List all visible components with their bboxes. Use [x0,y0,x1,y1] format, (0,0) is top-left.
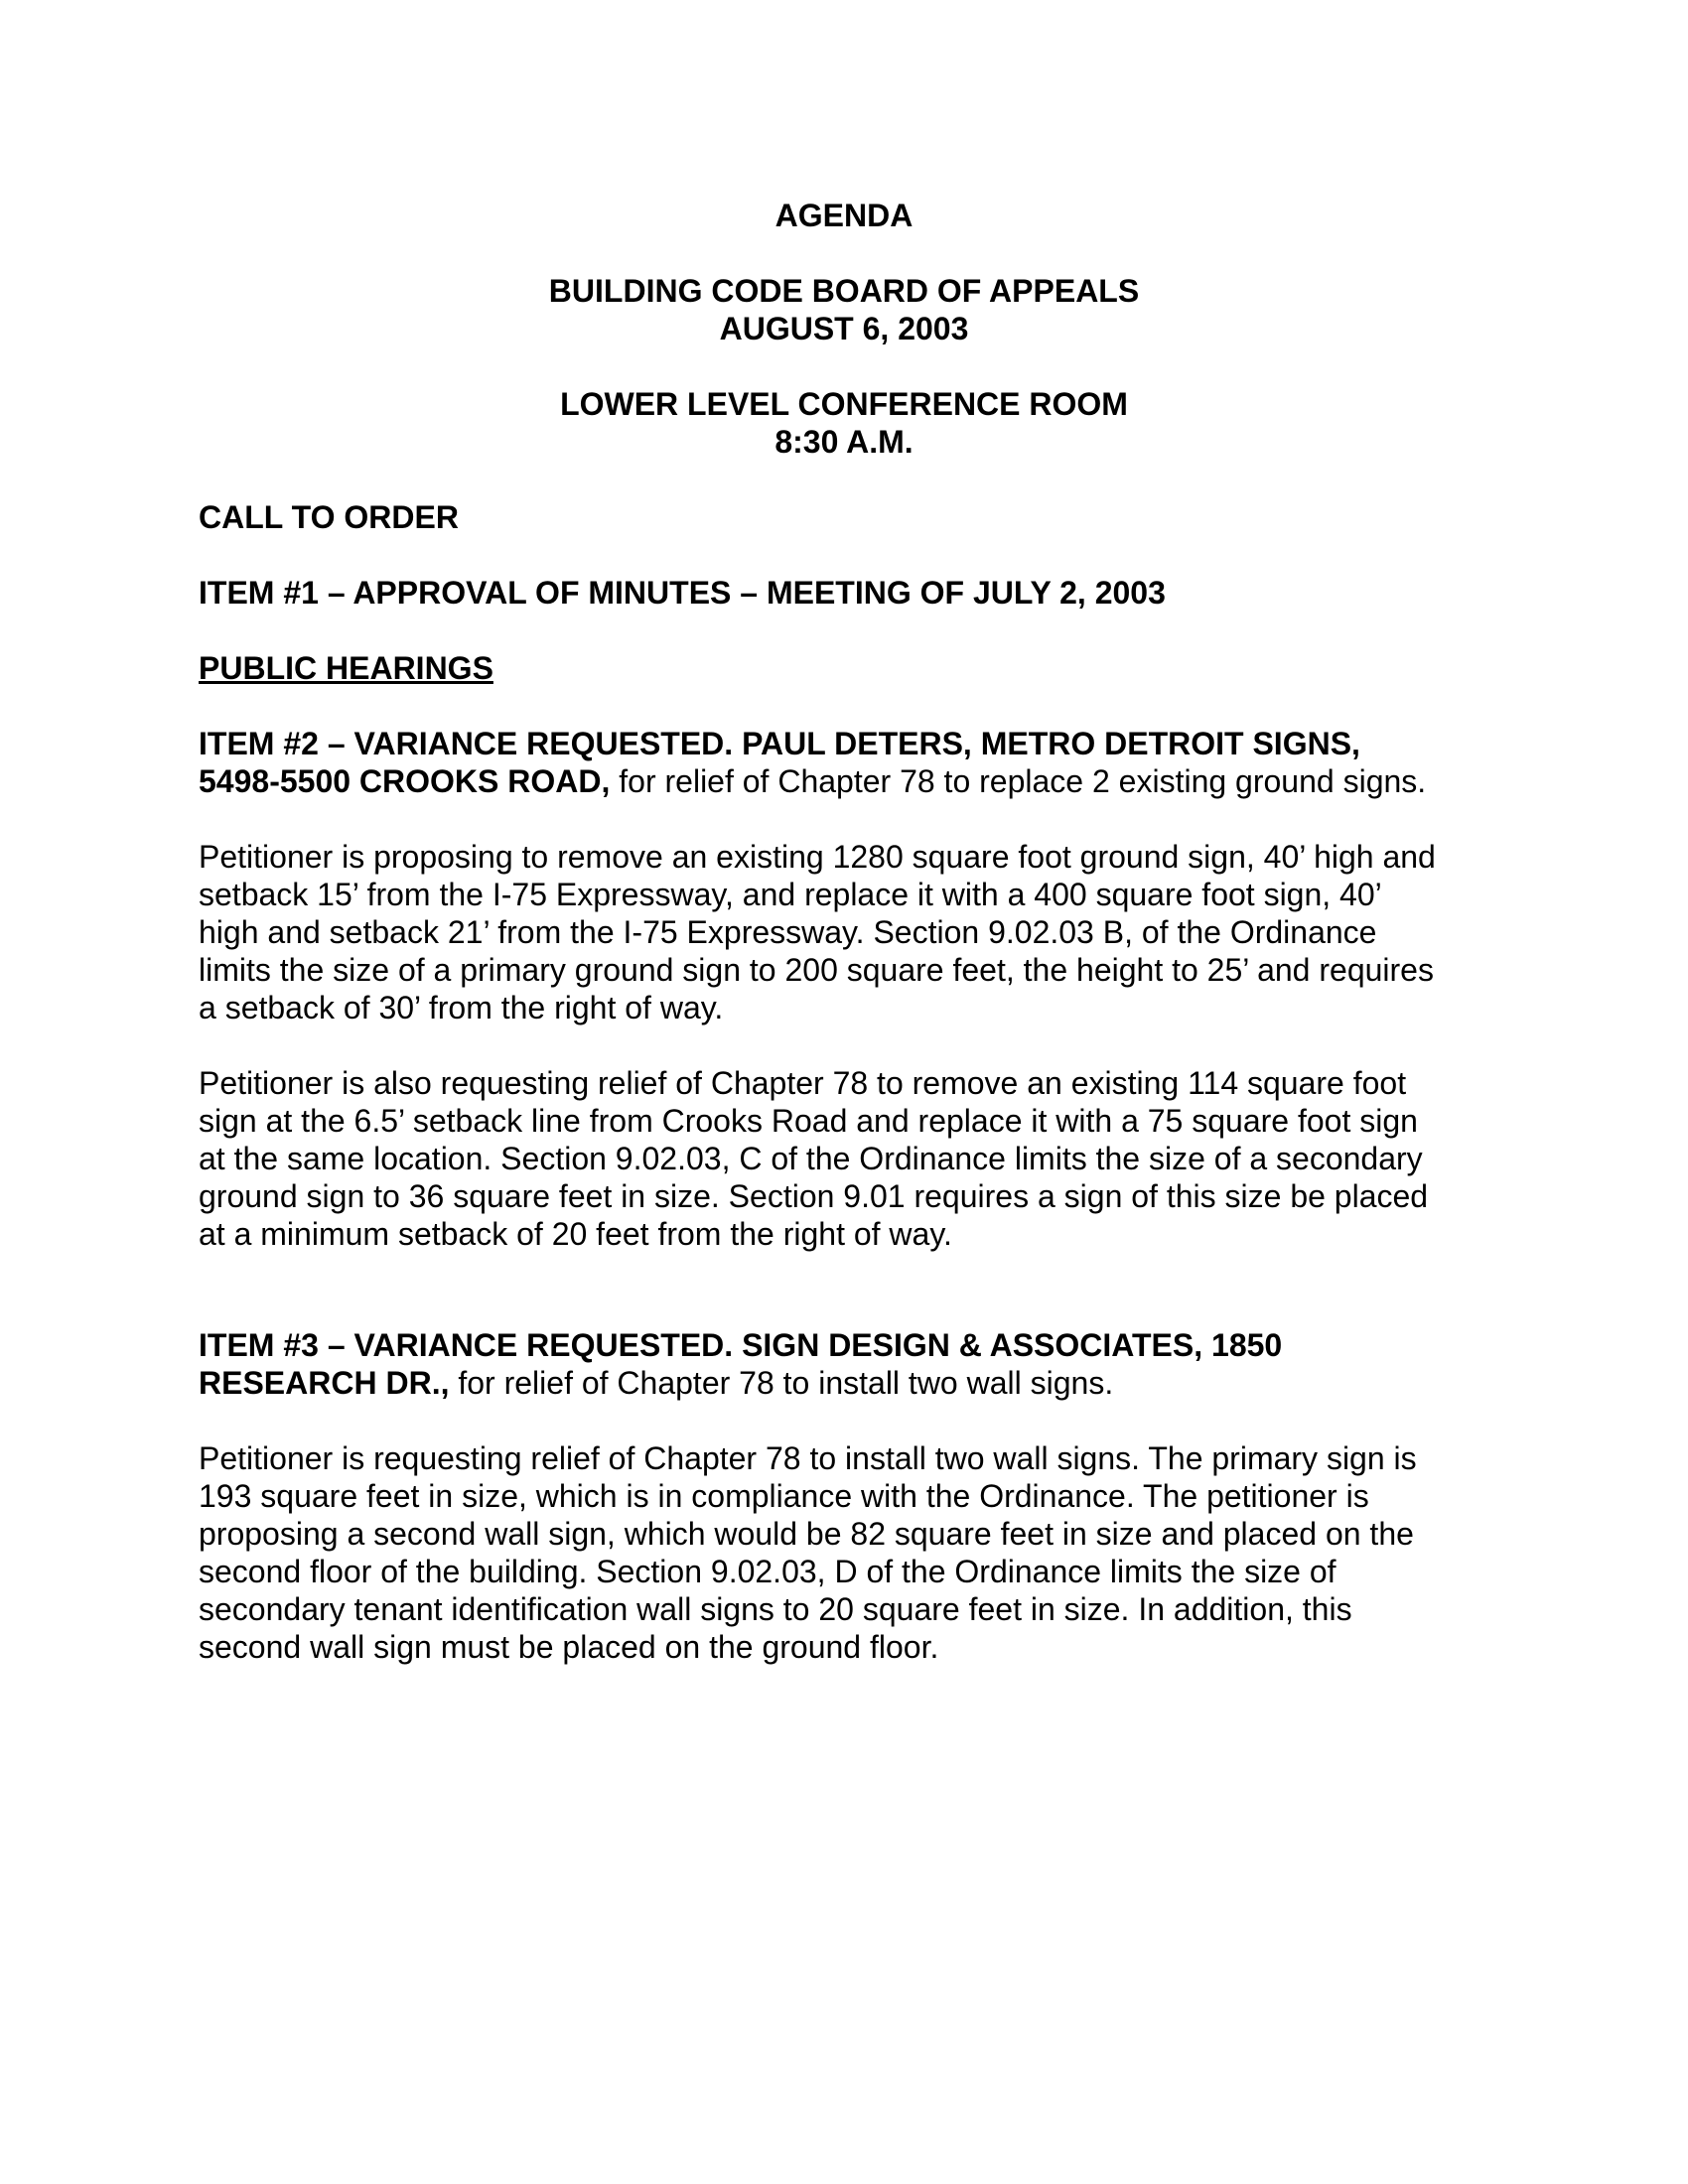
paragraph-line: at a minimum setback of 20 feet from the right of way. [199,1216,952,1252]
item-2-paragraph-2 [199,1064,1509,1253]
item-2-address: 5498-5500 CROOKS ROAD, [199,763,611,799]
item-3-heading [199,1326,1509,1402]
paragraph-line: Petitioner is also requesting relief of Chapter 78 to remove an existing 114 square foot [199,1065,1407,1101]
agenda-title: AGENDA [774,198,914,233]
meeting-time: 8:30 A.M. [774,424,914,460]
item-3-heading-line1: ITEM #3 – VARIANCE REQUESTED. SIGN DESIGN & ASSOCIATES, 1850 [199,1327,1283,1363]
board-name: BUILDING CODE BOARD OF APPEALS [548,273,1140,309]
item-2-heading [199,725,1509,800]
paragraph-line: proposing a second wall sign, which would be 82 square feet in size and placed on the [199,1516,1414,1552]
meeting-location: LOWER LEVEL CONFERENCE ROOM [560,386,1128,422]
paragraph-line: ground sign to 36 square feet in size. Section 9.01 requires a sign of this size be placed [199,1178,1429,1214]
item-1-heading: ITEM #1 – APPROVAL OF MINUTES – MEETING OF JULY 2, 2003 [199,575,1166,611]
paragraph-line: second floor of the building. Section 9.02.03, D of the Ordinance limits the size of [199,1554,1336,1589]
paragraph-line: limits the size of a primary ground sign to 200 square feet, the height to 25’ and requires [199,952,1434,988]
item-2-heading-line2 [199,762,1509,800]
item-3-address: RESEARCH DR., [199,1365,450,1401]
item-3-paragraph-1 [199,1439,1509,1666]
call-to-order: CALL TO ORDER [199,499,459,535]
public-hearings-heading: PUBLIC HEARINGS [199,650,493,686]
paragraph-line: 193 square feet in size, which is in compliance with the Ordinance. The petitioner is [199,1478,1369,1514]
paragraph-line: at the same location. Section 9.02.03, C of the Ordinance limits the size of a secondary [199,1141,1423,1176]
paragraph-line: Petitioner is requesting relief of Chapter 78 to install two wall signs. The primary sign is [199,1440,1417,1476]
item-2-description: for relief of Chapter 78 to replace 2 existing ground signs. [610,763,1427,799]
item-3-description: for relief of Chapter 78 to install two wall signs. [449,1365,1114,1401]
paragraph-line: second wall sign must be placed on the ground floor. [199,1629,939,1665]
item-2-paragraph-1 [199,838,1509,1026]
item-3-heading-line2 [199,1364,1509,1402]
meeting-date: AUGUST 6, 2003 [719,311,969,346]
paragraph-line: a setback of 30’ from the right of way. [199,990,724,1025]
paragraph-line: sign at the 6.5’ setback line from Crooks Road and replace it with a 75 square foot sign [199,1103,1418,1139]
paragraph-line: Petitioner is proposing to remove an existing 1280 square foot ground sign, 40’ high and [199,839,1436,875]
paragraph-line: high and setback 21’ from the I-75 Expressway. Section 9.02.03 B, of the Ordinance [199,914,1377,950]
paragraph-line: secondary tenant identification wall signs to 20 square feet in size. In addition, this [199,1591,1352,1627]
paragraph-line: setback 15’ from the I-75 Expressway, and replace it with a 400 square foot sign, 40’ [199,877,1382,912]
item-2-heading-line1: ITEM #2 – VARIANCE REQUESTED. PAUL DETERS, METRO DETROIT SIGNS, [199,726,1360,761]
